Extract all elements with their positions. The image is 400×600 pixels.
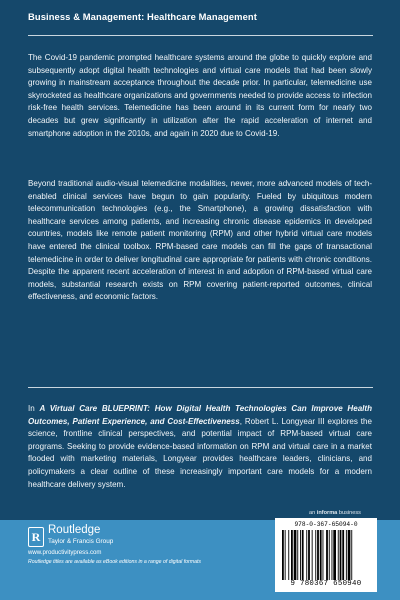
barcode-bar — [342, 530, 344, 580]
informa-tagline — [309, 510, 361, 516]
barcode-bar — [306, 530, 307, 580]
routledge-logo-icon — [28, 527, 44, 547]
publisher-url: www.productivitypress.com — [28, 549, 102, 556]
book-title: A Virtual Care BLUEPRINT: How Digital Health Technologies Can Improve Health Outcomes, Patient Experience, and Cost-Effectiveness — [28, 404, 373, 426]
publisher-group: Taylor & Francis Group — [48, 538, 114, 545]
barcode-bar — [285, 530, 286, 580]
paragraph-rpm: Beyond traditional audio-visual telemedicine modalities, newer, more advanced models of tech-enabled clinical services have begun to gain popularity. Fueled by ubiquitous modern telecommunication technologies (e.g., the Smartphone), a growing dissatisfaction with healthcare services among patients, and increasing chronic disease epidemics in developed countries, models like remote patient monitoring (RPM) and other hybrid virtual care models have entered the clinical toolbox. RPM-based care models can fill the gaps of transactional telemedicine in order to deliver longitudinal care appropriate for patients with chronic conditions. Despite the apparent recent acceleration of interest in and adoption of RPM-based virtual care models, substantial research exists on RPM covering patient-reported outcomes, clinical effectiveness, and economic factors. — [28, 179, 372, 302]
paragraph-book-summary — [28, 403, 372, 491]
barcode-bar — [340, 530, 342, 580]
barcode-bar — [346, 530, 347, 580]
barcode-bar — [351, 530, 352, 580]
tag-brand: informa — [316, 510, 338, 516]
publisher-name: Routledge — [48, 524, 101, 536]
barcode-bar — [302, 530, 304, 580]
isbn-number: 978-0-367-65094-0 — [294, 521, 358, 528]
barcode-bar — [320, 530, 322, 580]
summary-prefix: In — [28, 404, 40, 413]
isbn-barcode — [275, 518, 377, 592]
barcode-bar — [326, 530, 328, 580]
barcode-bar — [315, 530, 316, 580]
barcode-bar — [323, 530, 324, 580]
barcode-bar — [297, 530, 298, 580]
barcode-bar — [332, 530, 333, 580]
barcode-bar — [294, 530, 297, 580]
barcode-bar — [338, 530, 339, 580]
barcode-bar — [308, 530, 310, 580]
barcode-bar — [348, 530, 351, 580]
barcode-bar — [300, 530, 301, 580]
paragraph-intro: The Covid-19 pandemic prompted healthcare systems around the globe to quickly explore and subsequently adopt digital health technologies and virtual care models that had been slowly growing in mainstream acceptance throughout the decade prior. In particular, telemedicine use skyrocketed as healthcare organizations and governments needed to provide access to infection risk-free health services. Telemedicine has been around in its current form for nearly two decades but grew significantly in utilization after the rapid acceleration of internet and smartphone adoption in the 2010s, and again in 2020 due to Covid-19. — [28, 53, 372, 138]
bottom-divider — [28, 387, 373, 388]
barcode-icon — [282, 530, 370, 580]
barcode-bar — [333, 530, 336, 580]
barcode-bar — [317, 530, 319, 580]
summary-rest: , Robert L. Longyear III explores the science, frontline clinical perspectives, and potential impact of RPM-based virtual care programs. Seeking to provide evidence-based information on RPM and virtual care in a market flooded with marketing materials, Longyear provides healthcare leaders, clinicians, and policymakers a clear outline of these increasingly important care models for a modern healthcare delivery system. — [28, 416, 372, 489]
barcode-bar — [282, 530, 284, 580]
ebook-note: Routledge titles are available as eBook editions in a range of digital formats — [28, 559, 202, 565]
barcode-bar — [288, 530, 289, 580]
barcode-digits: 9 780367 650940 — [290, 580, 362, 588]
tag-prefix: an — [309, 510, 317, 516]
tag-suffix: business — [337, 510, 361, 516]
barcode-bar — [291, 530, 293, 580]
category-label: Business & Management: Healthcare Management — [28, 11, 257, 22]
barcode-bar — [312, 530, 313, 580]
top-divider — [28, 35, 373, 36]
barcode-bar — [329, 530, 330, 580]
logo-letter: R — [31, 530, 41, 544]
